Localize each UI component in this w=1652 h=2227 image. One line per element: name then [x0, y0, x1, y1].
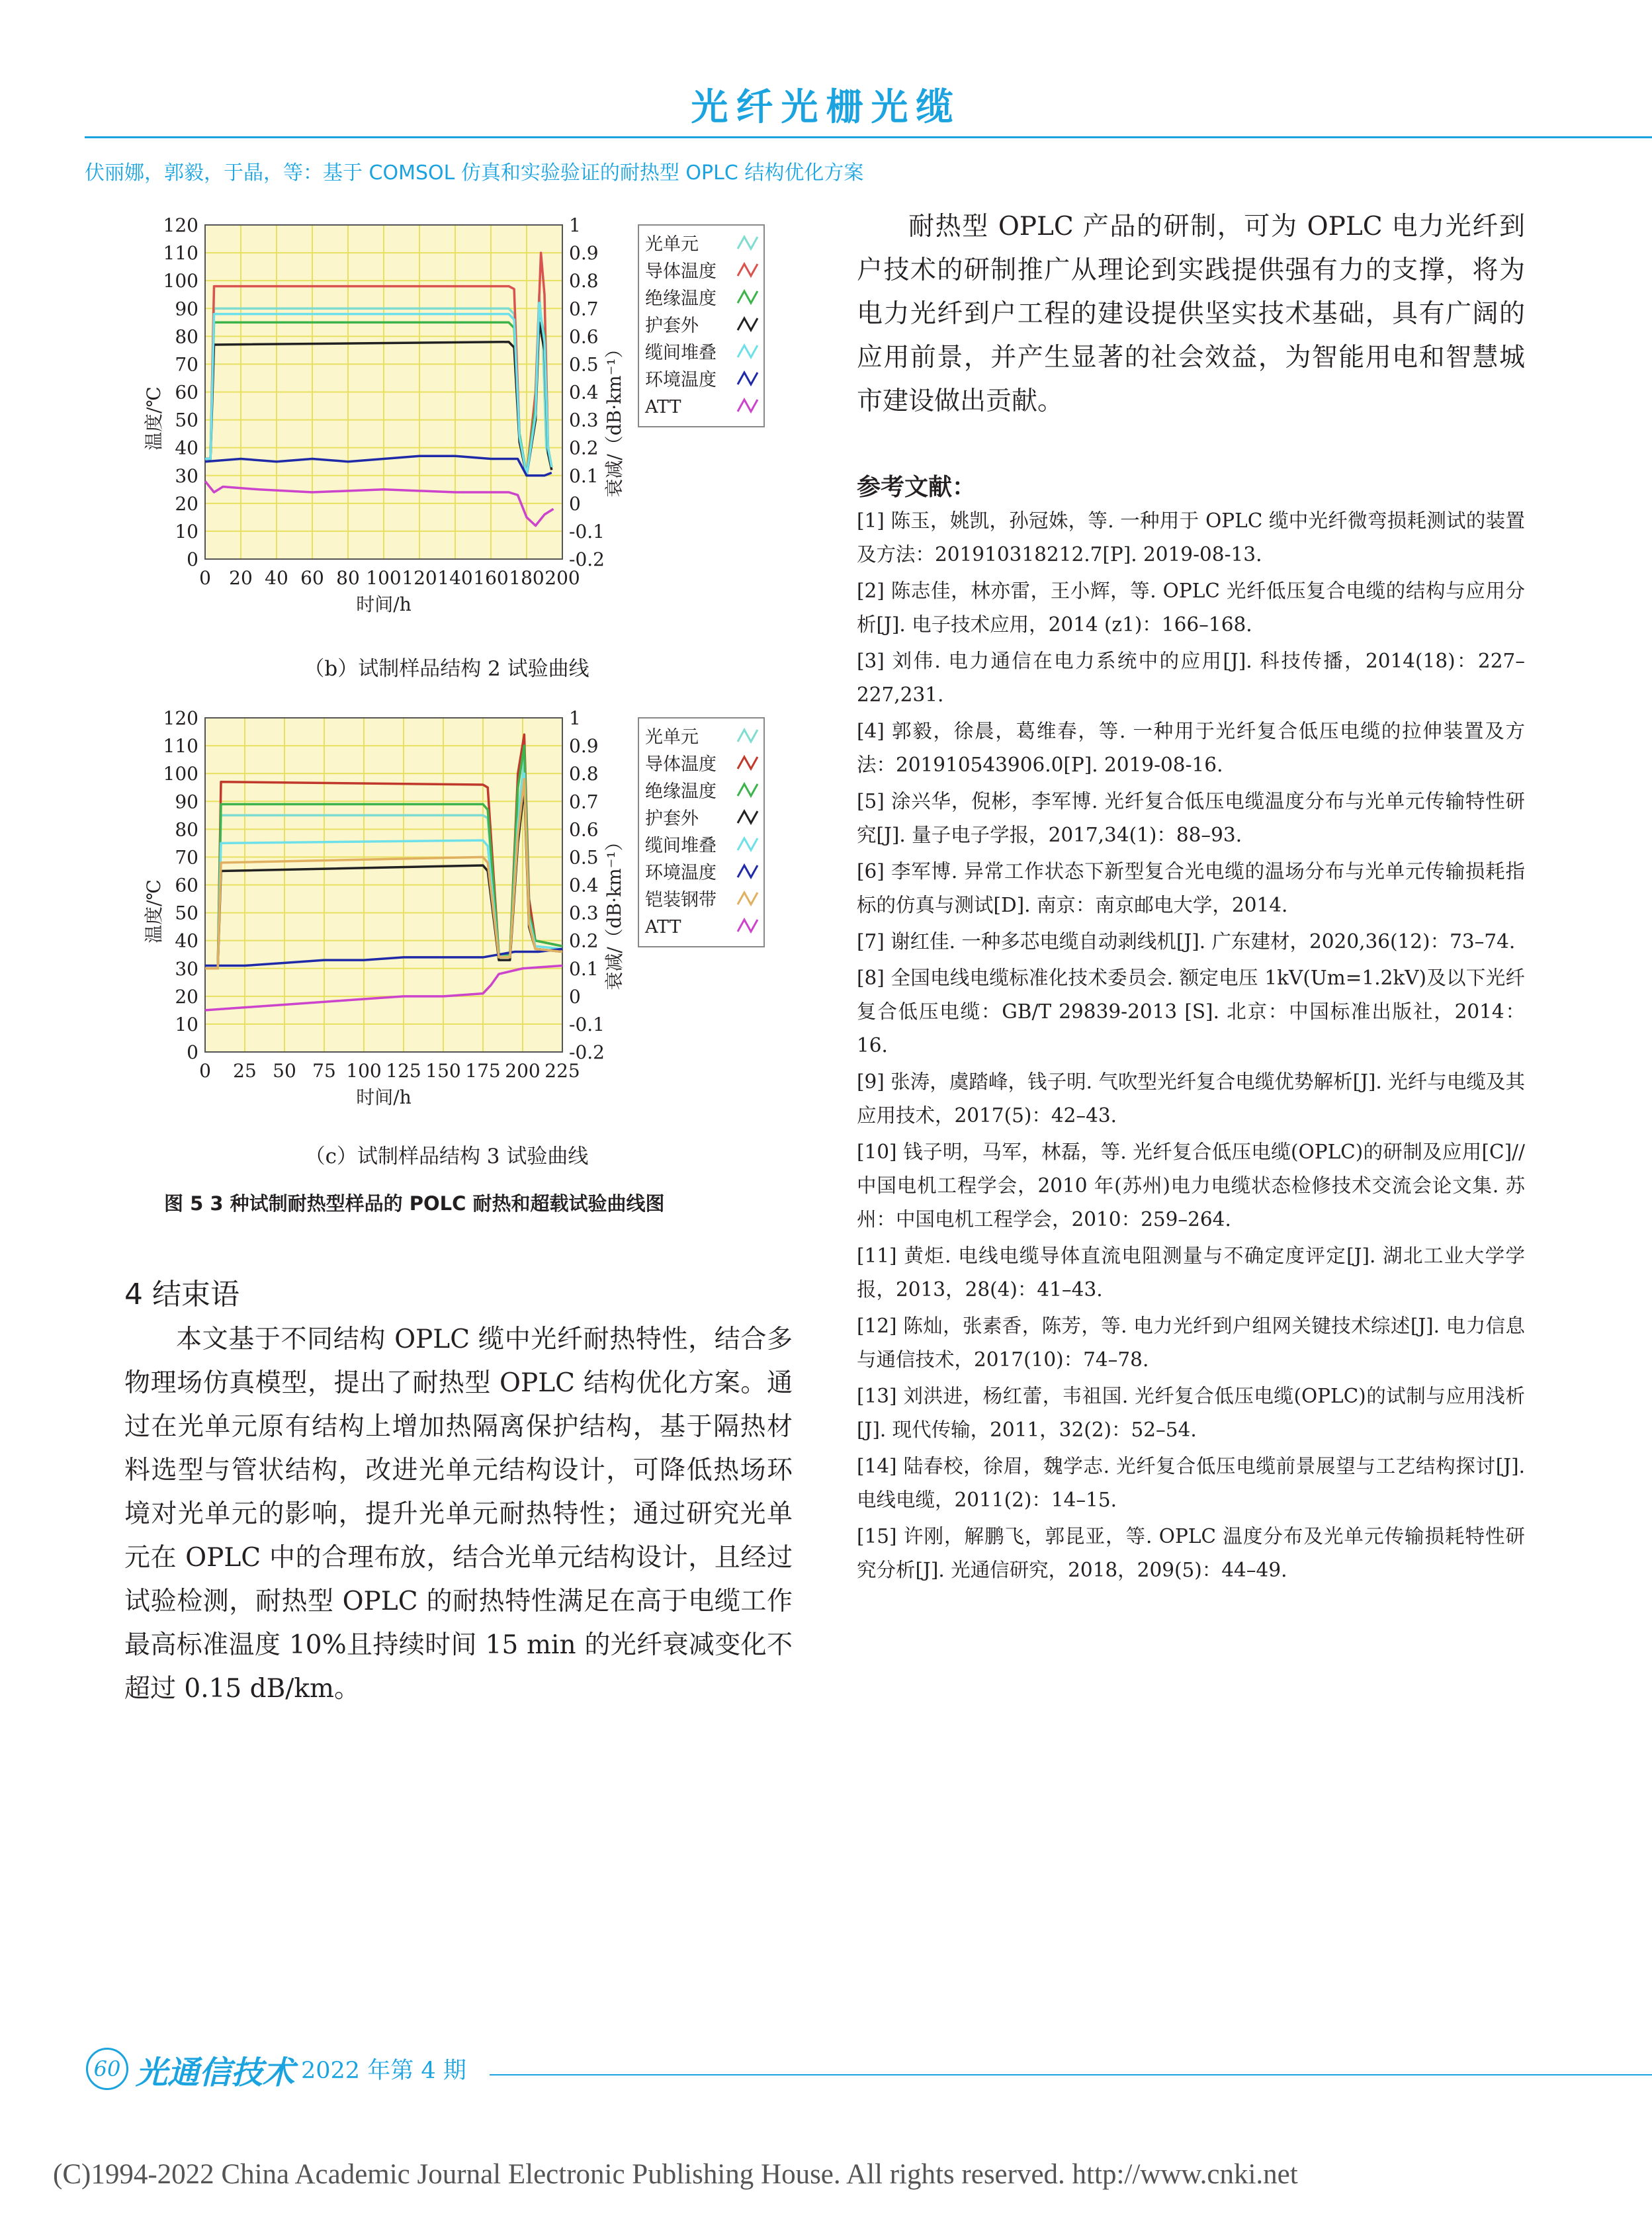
reference-item: [8] 全国电线电缆标准化技术委员会. 额定电压 1kV(Um=1.2kV)及以下光纤复合低压电缆：GB/T 29839-2013 [S]. 北京：中国标准出版社，2014：16.	[857, 967, 1525, 1057]
reference-item: [7] 谢红佳. 一种多芯电缆自动剥线机[J]. 广东建材，2020,36(12)：73–74.	[857, 930, 1516, 953]
reference-item: [2] 陈志佳，林亦雷，王小辉，等. OPLC 光纤低压复合电缆的结构与应用分析[J]. 电子技术应用，2014 (z1)：166–168.	[857, 580, 1525, 636]
legend-entry: 护套外	[645, 808, 699, 829]
legend-entry: 光单元	[645, 727, 699, 748]
y2-tick-label: 1	[569, 214, 581, 236]
x-tick-label: 180	[509, 567, 544, 589]
legend-entry: 缆间堆叠	[645, 343, 717, 363]
legend-entry: 绝缘温度	[645, 288, 717, 309]
references-list	[857, 504, 1525, 1590]
y2-tick-label: 0.7	[569, 791, 599, 813]
reference-item: [4] 郭毅，徐晨，葛维春，等. 一种用于光纤复合低压电缆的拉伸装置及方法：201910543906.0[P]. 2019-08-16.	[857, 720, 1525, 776]
y-tick-label: 110	[163, 735, 198, 758]
y-axis-label: 温度/℃	[143, 386, 165, 451]
legend-entry: 光单元	[645, 234, 699, 255]
y2-tick-label: 0.6	[569, 818, 599, 841]
x-tick-label: 175	[465, 1060, 501, 1082]
chart-c	[99, 705, 794, 1128]
y-tick-label: 50	[175, 409, 198, 431]
x-tick-label: 225	[544, 1060, 580, 1082]
fig-b-caption: （b）试制样品结构 2 试验曲线	[304, 657, 589, 681]
reference-item: [10] 钱子明，马军，林磊，等. 光纤复合低压电缆(OPLC)的研制及应用[C]// 中国电机工程学会，2010 年(苏州)电力电缆状态检修技术交流会论文集. 苏州：中国电机工程学会，2010：259–264.	[857, 1141, 1525, 1231]
legend-entry: 绝缘温度	[645, 781, 717, 802]
legend-entry: 环境温度	[645, 370, 717, 390]
x-axis-label: 时间/h	[356, 1086, 412, 1108]
y2-axis-label: 衰减/（dB·km⁻¹）	[603, 832, 625, 990]
y2-tick-label: 0.5	[569, 353, 599, 376]
y2-tick-label: 0.2	[569, 930, 599, 952]
y-tick-label: 60	[175, 381, 198, 404]
section-title: 光纤光栅光缆	[691, 86, 961, 129]
conclusion-paragraph: 本文基于不同结构 OPLC 缆中光纤耐热特性，结合多物理场仿真模型，提出了耐热型 OPLC 结构优化方案。通过在光单元原有结构上增加热隔离保护结构，基于隔热材料选型与管状结构，改进光单元结构设计，可降低热场环境对光单元的影响，提升光单元耐热特性；通过研究光单元在 OPLC 中的合理布放，结合光单元结构设计，且经过试验检测，耐热型 OPLC 的耐热特性满足在高于电缆工作最高标准温度 10%且持续时间 15 min 的光纤衰减变化不超过 0.15 dB/km。	[124, 1325, 793, 1704]
legend-entry: ATT	[645, 917, 681, 938]
y-tick-label: 20	[175, 492, 198, 515]
reference-item: [13] 刘洪进，杨红蕾，韦祖国. 光纤复合低压电缆(OPLC)的试制与应用浅析[J]. 现代传输，2011，32(2)：52–54.	[857, 1385, 1525, 1441]
y2-tick-label: 0.5	[569, 846, 599, 869]
x-tick-label: 20	[229, 567, 253, 589]
legend-entry: 环境温度	[645, 863, 717, 883]
x-tick-label: 160	[473, 567, 509, 589]
reference-item: [1] 陈玉，姚凯，孙冠姝，等. 一种用于 OPLC 缆中光纤微弯损耗测试的装置及方法：201910318212.7[P]. 2019-08-13.	[857, 509, 1525, 566]
x-tick-label: 40	[265, 567, 288, 589]
y-tick-label: 0	[187, 548, 198, 570]
y2-tick-label: 0.9	[569, 735, 599, 758]
reference-item: [12] 陈灿，张素香，陈芳，等. 电力光纤到户组网关键技术综述[J]. 电力信息与通信技术，2017(10)：74–78.	[857, 1315, 1525, 1371]
x-tick-label: 120	[402, 567, 437, 589]
chart-b	[99, 212, 794, 635]
reference-item: [15] 许刚，解鹏飞，郭昆亚，等. OPLC 温度分布及光单元传输损耗特性研究分析[J]. 光通信研究，2018，209(5)：44–49.	[857, 1525, 1525, 1581]
y-tick-label: 10	[175, 1013, 198, 1035]
x-tick-label: 25	[233, 1060, 257, 1082]
right-paragraph: 耐热型 OPLC 产品的研制，可为 OPLC 电力光纤到户技术的研制推广从理论到实践提供强有力的支撑，将为电力光纤到户工程的建设提供坚实技术基础，具有广阔的应用前景，并产生显著的社会效益，为智能用电和智慧城市建设做出贡献。	[857, 212, 1525, 416]
y-tick-label: 20	[175, 985, 198, 1008]
y2-tick-label: 0.1	[569, 957, 599, 980]
reference-item: [14] 陆春校，徐眉，魏学志. 光纤复合低压电缆前景展望与工艺结构探讨[J]. 电线电缆，2011(2)：14–15.	[857, 1455, 1525, 1511]
y-tick-label: 30	[175, 464, 198, 487]
conclusion-heading: 4 结束语	[124, 1278, 239, 1311]
reference-item: [5] 涂兴华，倪彬，李军博. 光纤复合低压电缆温度分布与光单元传输特性研究[J]. 量子电子学报，2017,34(1)：88–93.	[857, 790, 1525, 846]
x-tick-label: 200	[505, 1060, 541, 1082]
journal-issue: 2022 年第 4 期	[301, 2058, 466, 2084]
x-tick-label: 100	[366, 567, 402, 589]
y2-tick-label: 0	[569, 492, 581, 515]
y-tick-label: 0	[187, 1041, 198, 1063]
reference-item: [11] 黄炬. 电线电缆导体直流电阻测量与不确定度评定[J]. 湖北工业大学学报，2013，28(4)：41–43.	[857, 1244, 1525, 1301]
y2-tick-label: 0.8	[569, 270, 599, 292]
journal-name: 光通信技术	[136, 2054, 295, 2091]
y-tick-label: 70	[175, 846, 198, 869]
legend-entry: 缆间堆叠	[645, 836, 717, 856]
y-tick-label: 40	[175, 437, 198, 459]
y2-tick-label: -0.2	[569, 548, 605, 570]
legend-entry: 护套外	[645, 316, 699, 336]
y2-tick-label: 0	[569, 985, 581, 1008]
y2-tick-label: -0.1	[569, 1013, 605, 1035]
x-tick-label: 200	[544, 567, 580, 589]
y-tick-label: 30	[175, 957, 198, 980]
y-tick-label: 80	[175, 818, 198, 841]
x-tick-label: 100	[346, 1060, 382, 1082]
legend-entry: 铠装钢带	[645, 890, 717, 910]
y-tick-label: 120	[163, 214, 198, 236]
y-tick-label: 90	[175, 791, 198, 813]
footer-rule	[490, 2074, 1652, 2075]
y2-tick-label: 0.1	[569, 464, 599, 487]
reference-item: [3] 刘伟. 电力通信在电力系统中的应用[J]. 科技传播，2014(18)：227–227,231.	[857, 650, 1525, 706]
x-tick-label: 125	[386, 1060, 421, 1082]
y-axis-label: 温度/℃	[143, 879, 165, 943]
y-tick-label: 60	[175, 874, 198, 896]
reference-item: [6] 李军博. 异常工作状态下新型复合光电缆的温场分布与光单元传输损耗指标的仿真与测试[D]. 南京：南京邮电大学，2014.	[857, 860, 1525, 916]
reference-item: [9] 张涛，虞踏峰，钱子明. 气吹型光纤复合电缆优势解析[J]. 光纤与电缆及其应用技术，2017(5)：42–43.	[857, 1070, 1525, 1127]
x-tick-label: 140	[437, 567, 473, 589]
y-tick-label: 90	[175, 298, 198, 320]
y2-tick-label: -0.1	[569, 520, 605, 543]
y2-tick-label: 1	[569, 707, 581, 729]
legend-entry: ATT	[645, 397, 681, 417]
y-tick-label: 70	[175, 353, 198, 376]
fig-c-caption: （c）试制样品结构 3 试验曲线	[304, 1145, 589, 1168]
legend-entry: 导体温度	[645, 261, 717, 282]
y2-tick-label: 0.8	[569, 763, 599, 785]
y-tick-label: 50	[175, 902, 198, 924]
y-tick-label: 100	[163, 763, 198, 785]
y2-tick-label: -0.2	[569, 1041, 605, 1063]
x-tick-label: 0	[199, 567, 211, 589]
y2-tick-label: 0.6	[569, 326, 599, 348]
x-tick-label: 150	[425, 1060, 461, 1082]
y-tick-label: 40	[175, 930, 198, 952]
y-tick-label: 80	[175, 326, 198, 348]
x-tick-label: 50	[273, 1060, 296, 1082]
x-tick-label: 75	[312, 1060, 336, 1082]
y2-tick-label: 0.2	[569, 437, 599, 459]
y2-tick-label: 0.3	[569, 902, 599, 924]
y2-tick-label: 0.9	[569, 242, 599, 265]
copyright-notice: (C)1994-2022 China Academic Journal Electronic Publishing House. All rights reserved. http://www.cnki.net	[53, 2159, 1298, 2190]
figure-5-title: 图 5 3 种试制耐热型样品的 POLC 耐热和超载试验曲线图	[164, 1192, 665, 1215]
conclusion-body	[124, 1318, 793, 1711]
y2-tick-label: 0.3	[569, 409, 599, 431]
legend-box	[638, 718, 764, 947]
y2-axis-label: 衰减/（dB·km⁻¹）	[603, 339, 625, 498]
y2-tick-label: 0.4	[569, 874, 599, 896]
y-tick-label: 120	[163, 707, 198, 729]
running-head: 伏丽娜，郭毅，于晶，等：基于 COMSOL 仿真和实验验证的耐热型 OPLC 结构优化方案	[85, 161, 864, 185]
x-tick-label: 80	[336, 567, 360, 589]
page-number: 60	[86, 2048, 128, 2090]
x-tick-label: 60	[300, 567, 324, 589]
header-rule	[85, 136, 1652, 138]
y-tick-label: 100	[163, 270, 198, 292]
y-tick-label: 10	[175, 520, 198, 543]
references-title: 参考文献：	[857, 474, 977, 501]
y2-tick-label: 0.7	[569, 298, 599, 320]
legend-entry: 导体温度	[645, 754, 717, 775]
y-tick-label: 110	[163, 242, 198, 265]
y2-tick-label: 0.4	[569, 381, 599, 404]
x-tick-label: 0	[199, 1060, 211, 1082]
right-column-body	[857, 205, 1525, 423]
x-axis-label: 时间/h	[356, 593, 412, 615]
